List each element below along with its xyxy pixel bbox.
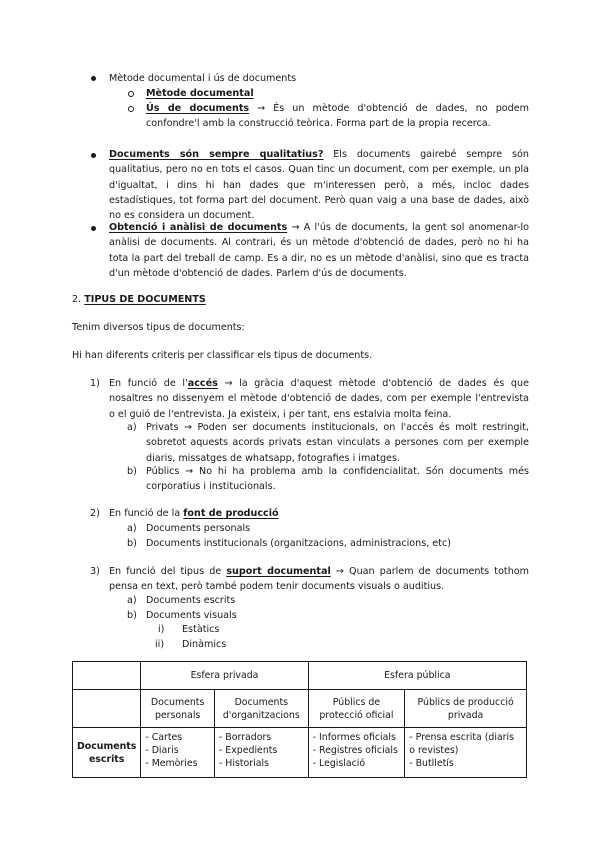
sub-bullet-metode	[146, 86, 529, 101]
item-bold: accés	[187, 378, 218, 389]
cell-line: - Historials	[218, 758, 269, 769]
bullet-metode-documental	[109, 71, 529, 86]
table-cell	[141, 728, 215, 778]
list-item-acces	[109, 376, 529, 422]
item-bold: suport documental	[226, 566, 331, 577]
bullet-bold: Documents són sempre qualitatius?	[109, 149, 324, 160]
paragraph-tipus	[72, 320, 245, 335]
table-cell	[405, 728, 527, 778]
item-pre: En funció de la	[109, 508, 184, 519]
col-header: Documents personals	[141, 690, 215, 728]
list-number: 3)	[90, 566, 100, 577]
item-pre: En funció del tipus de	[109, 566, 227, 577]
paragraph-text: Hi han diferents criteris per classificar els tipus de documents.	[72, 350, 373, 361]
item-rest: → la gràcia d'aquest mètode d'obtenció de dades és que nosaltres no dissenyem el mètode d'obtenció de dades, com per exemple l'entrevista o el guió de l'entrevista. Ja existeix, i per tant, ens estalvia molta feina.	[109, 378, 529, 420]
paragraph-text: Tenim diversos tipus de documents:	[72, 322, 245, 333]
cell-line: - Memòries	[145, 758, 198, 769]
cell-line: - Butlletís	[409, 758, 454, 769]
sub-bullet-rest: → És un mètode d'obtenció de dades, no podem confondre'l amb la construcció teòrica. Forma part de la propia recerca.	[146, 103, 529, 130]
bullet-rest: Els documents gairebé sempre són qualitatius, pero no en tots el casos. Quan tinc un document, com per exemple, un pla d'igualtat, i dins hi han dades que m'interessen però, a més, incloc dades estadístiques, tot forma part del document. Però quan vaig a una base de dades, això no es considera un document.	[109, 149, 529, 222]
bullet-qualitatius	[109, 147, 529, 223]
cell-line: - Registres oficials	[312, 745, 398, 756]
col-header: Públics de protecció oficial	[308, 690, 405, 728]
bullet-dot	[91, 76, 96, 81]
cell-line: - Borradors	[218, 732, 272, 743]
table-header-row	[73, 690, 527, 728]
cell-line: - Cartes	[145, 732, 183, 743]
sub-item-privats	[146, 420, 529, 466]
paragraph-criteris	[72, 348, 372, 363]
sub-number: a)	[127, 422, 137, 433]
subsub-number: ii)	[155, 639, 165, 650]
table-row	[73, 728, 527, 778]
group-public: Esfera pública	[308, 662, 526, 690]
cell-line: - Informes oficials	[312, 732, 396, 743]
sub-bullet-dot	[128, 106, 134, 112]
table-cell	[308, 728, 405, 778]
col-header: Documents d'organitzacions	[214, 690, 308, 728]
cell-line: - Expedients	[218, 745, 278, 756]
sub-item-text: Privats → Poden ser documents institucionals, on l'accés és molt restringit, sobretot aquests acords privats estan vinculats a persones com per exemple diaris, missatges de whatsapp, fotografies i imatges.	[146, 422, 529, 464]
table-empty-cell	[73, 690, 141, 728]
sub-bullet-bold: Mètode documental	[146, 88, 254, 99]
sub-item: Documents escrits	[146, 595, 236, 606]
sub-item-text: Públics → No hi ha problema amb la confidencialitat. Són documents més corporatius i institucionals.	[146, 466, 529, 493]
subsub-item: Dinàmics	[182, 639, 227, 650]
item-bold: font de producció	[183, 508, 279, 519]
bullet-obtencio	[109, 220, 529, 281]
sub-bullet-bold: Ús de documents	[146, 103, 250, 114]
sub-item: Documents institucionals (organitzacions, administracions, etc)	[146, 538, 451, 549]
sub-item: Documents personals	[146, 523, 251, 534]
list-item-suport	[109, 564, 529, 595]
sub-number: a)	[127, 523, 137, 534]
sub-item-publics	[146, 464, 529, 495]
sub-number: a)	[127, 595, 137, 606]
section-heading	[72, 292, 206, 307]
sub-number: b)	[127, 610, 137, 621]
sub-bullet-dot	[128, 91, 134, 97]
subsub-item: Estàtics	[182, 624, 220, 635]
sub-number: b)	[127, 466, 137, 477]
sub-bullet-us	[146, 101, 529, 132]
list-item-font	[109, 506, 529, 521]
cell-line: - Legislació	[312, 758, 366, 769]
bullet-dot	[91, 153, 96, 158]
documents-table	[72, 661, 527, 778]
col-header: Públics de producció privada	[405, 690, 527, 728]
bullet-text: Mètode documental i ús de documents	[109, 73, 297, 84]
item-pre: En funció de l'	[109, 378, 188, 389]
table-corner-cell	[73, 662, 141, 690]
bullet-rest: → A l'ús de documents, la gent sol anomenar-lo anàlisi de documents. Al contrari, és un mètode d'obtenció de dades, però no hi ha tota la part del treball de camp. Es a dir, no es un mètode d'anàlisi, sino que es tracta d'un mètode d'obtenció de dades. Parlem d'ús de documents.	[109, 222, 529, 279]
heading-number: 2.	[72, 294, 82, 305]
table-group-row	[73, 662, 527, 690]
subsub-number: i)	[158, 624, 165, 635]
table-cell	[214, 728, 308, 778]
bullet-dot	[91, 226, 96, 231]
row-label: Documents escrits	[73, 728, 141, 778]
item-rest: → Quan parlem de documents tothom pensa en text, però també podem tenir documents visuals o auditius.	[109, 566, 529, 593]
heading-text: TIPUS DE DOCUMENTS	[84, 294, 206, 305]
sub-item: Documents visuals	[146, 610, 237, 621]
group-private: Esfera privada	[141, 662, 308, 690]
list-number: 2)	[90, 508, 100, 519]
list-number: 1)	[90, 378, 100, 389]
cell-line: - Diaris	[145, 745, 179, 756]
bullet-bold: Obtenció i anàlisi de documents	[109, 222, 288, 233]
cell-line: - Prensa escrita (diaris o revistes)	[409, 732, 515, 756]
sub-number: b)	[127, 538, 137, 549]
